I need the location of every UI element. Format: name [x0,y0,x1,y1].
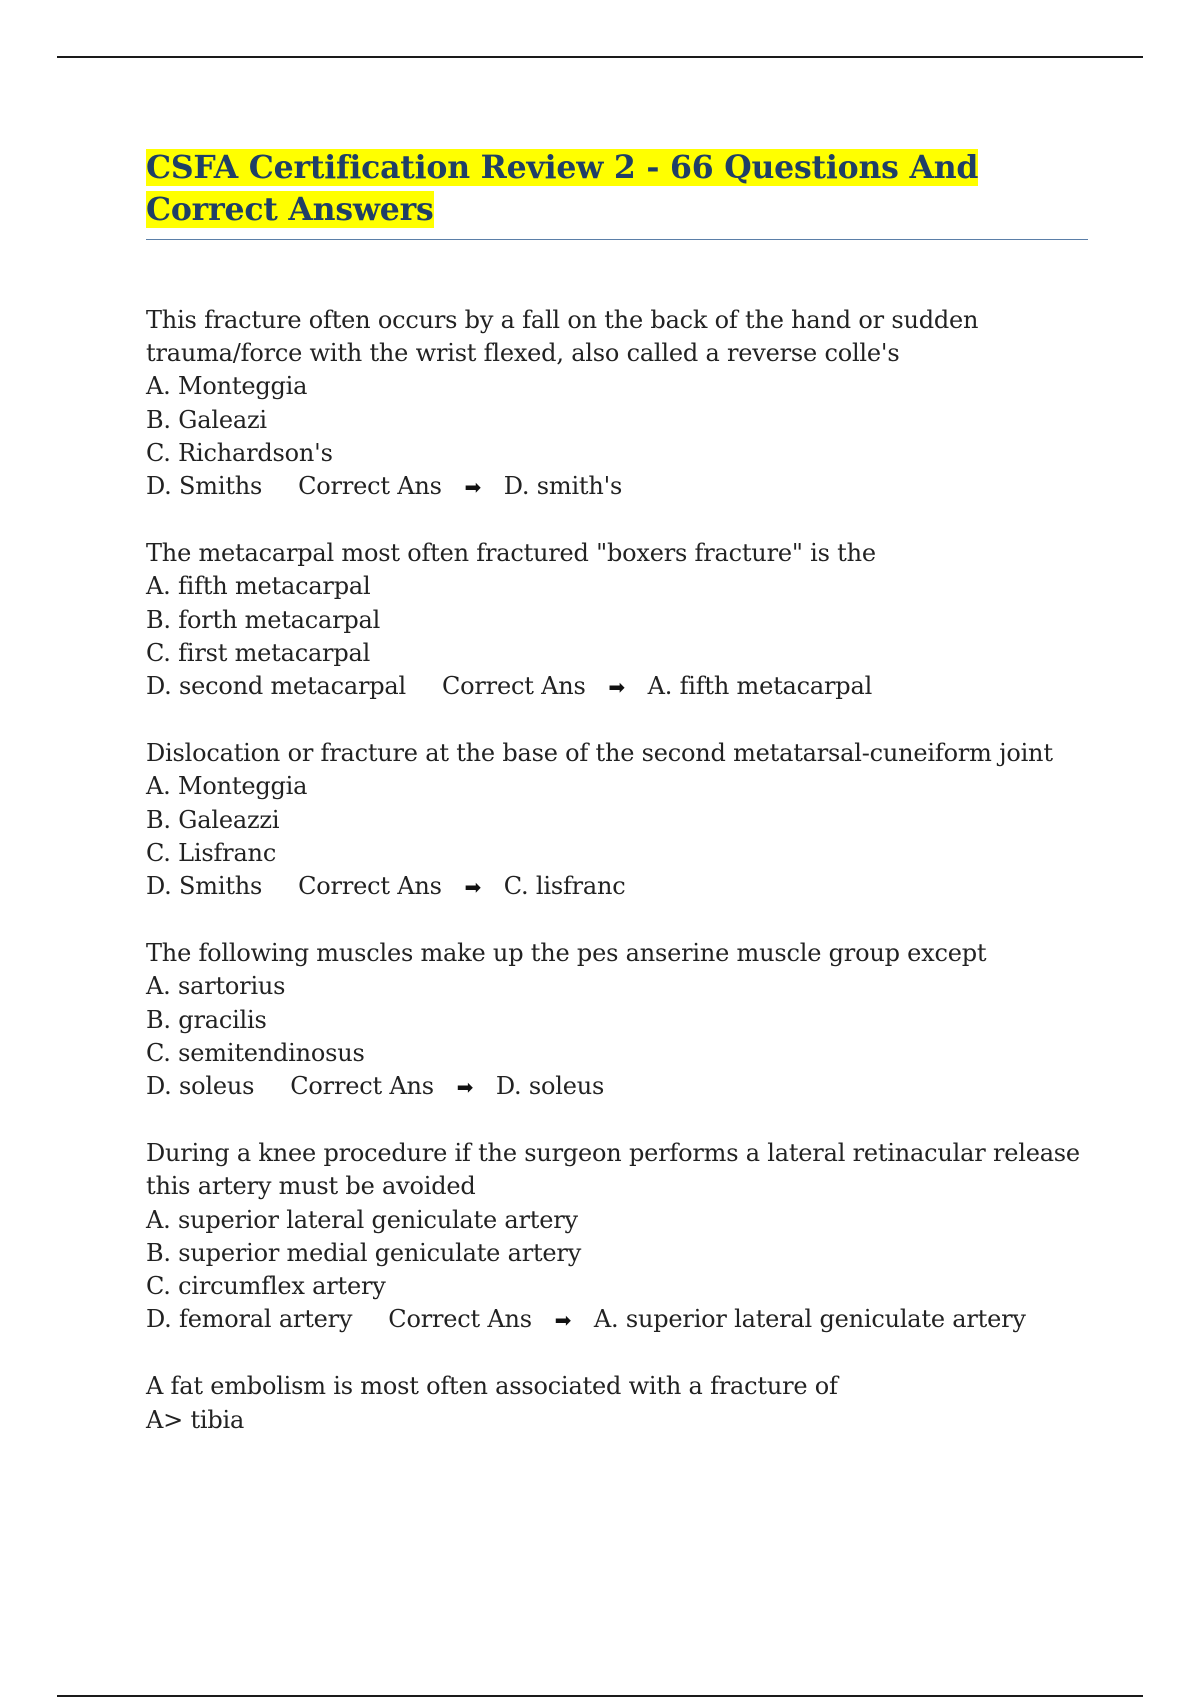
right-arrow-icon: ➡ [608,675,625,700]
right-arrow-icon: ➡ [456,1075,474,1100]
answer-option: C. first metacarpal [146,638,371,667]
answer-option: C. semitendinosus [146,1038,365,1067]
answer-option: B. gracilis [146,1005,267,1034]
question-text: This fracture often occurs by a fall on the back of the hand or sudden [146,306,979,334]
question-text: The metacarpal most often fractured "boxers fracture" is the [146,539,876,568]
answer-option: D. Smiths [146,472,263,501]
answer-option: C. Lisfranc [146,838,277,867]
title-block [146,147,1088,240]
answer-option: D. soleus [146,1072,255,1101]
answer-option: A. superior lateral geniculate artery [146,1205,578,1234]
answer-option: C. circumflex artery [146,1272,386,1301]
answer-option: D. Smiths [146,872,263,901]
answer-line [146,1070,1088,1104]
answer-option: B. forth metacarpal [146,605,381,634]
correct-answer: A. fifth metacarpal [647,672,873,701]
right-arrow-icon: ➡ [554,1308,572,1333]
question-block [146,737,1088,904]
answer-option: A> tibia [146,1405,245,1434]
answer-option: D. second metacarpal [146,672,406,701]
question-block [146,1137,1088,1337]
question-block [146,537,1088,704]
correct-answer: A. superior lateral geniculate artery [593,1305,1026,1334]
question-block [146,937,1088,1104]
correct-answer-label: Correct Ans [298,872,442,901]
page-bottom-rule [57,1695,1143,1697]
correct-answer: D. smith's [503,472,623,501]
answer-line [146,670,1088,704]
correct-answer: D. soleus [495,1072,605,1101]
correct-answer-label: Correct Ans [290,1072,434,1101]
document-title-text: CSFA Certification Review 2 - 66 Questions And Correct Answers [146,149,979,228]
question-list [146,304,1088,1437]
right-arrow-icon: ➡ [464,875,482,900]
question-text: During a knee procedure if the surgeon performs a lateral retinacular release [146,1139,1080,1168]
question-block [146,1370,1088,1436]
answer-option: B. superior medial geniculate artery [146,1238,582,1267]
question-text: The following muscles make up the pes anserine muscle group except [146,939,987,968]
answer-option: A. Monteggia [146,372,308,401]
question-text: Dislocation or fracture at the base of the second metatarsal-cuneiform joint [146,739,1053,768]
answer-option: A. Monteggia [146,772,308,801]
document-title [146,147,1088,231]
answer-line [146,1303,1088,1337]
answer-line [146,870,1088,904]
right-arrow-icon: ➡ [464,475,482,500]
question-text: this artery must be avoided [146,1172,476,1201]
answer-option: A. fifth metacarpal [146,572,371,601]
question-text: A fat embolism is most often associated with a fracture of [146,1372,838,1401]
answer-line [146,470,1088,504]
correct-answer-label: Correct Ans [442,672,586,701]
correct-answer: C. lisfranc [503,872,626,901]
page-top-rule [57,56,1143,58]
answer-option: B. Galeazzi [146,805,280,834]
question-text: trauma/force with the wrist flexed, also called a reverse colle's [146,339,900,368]
page-content [146,147,1088,1470]
answer-option: B. Galeazi [146,405,267,434]
correct-answer-label: Correct Ans [388,1305,532,1334]
correct-answer-label: Correct Ans [298,472,442,501]
answer-option: A. sartorius [146,972,286,1001]
answer-option: D. femoral artery [146,1305,353,1334]
question-block [146,304,1088,504]
answer-option: C. Richardson's [146,438,333,467]
